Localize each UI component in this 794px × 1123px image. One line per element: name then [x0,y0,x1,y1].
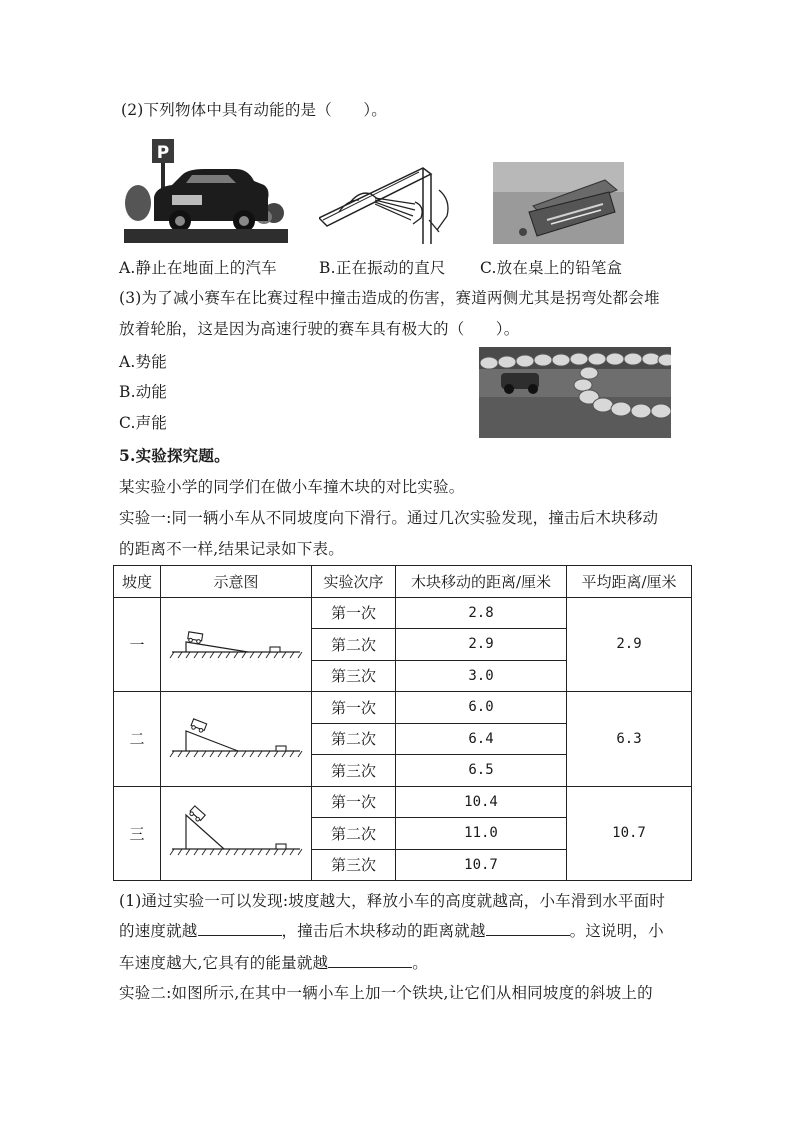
distance-cell: 10.4 [396,786,567,818]
slope-1-diagram [161,597,312,692]
pencil-box-image [493,162,624,244]
experiment-1-line-2: 的距离不一样,结果记录如下表。 [119,540,344,558]
q5-part1-text-c: 。这说明，小 [569,922,664,940]
q5-part1-text-b: ，撞击后木块移动的距离就越 [281,922,486,940]
distance-cell: 10.7 [396,849,567,881]
order-cell: 第二次 [312,818,396,850]
q3-option-c: C.声能 [119,414,168,432]
header-order: 实验次序 [312,566,396,598]
experiment-results-table [113,565,692,881]
header-distance: 木块移动的距离/厘米 [396,566,567,598]
distance-cell: 2.8 [396,597,567,629]
section-5-intro: 某实验小学的同学们在做小车撞木块的对比实验。 [119,478,465,496]
q5-part1-text-d: 车速度越大,它具有的能量就越 [119,954,329,972]
distance-cell: 6.0 [396,692,567,724]
average-cell: 2.9 [567,597,692,692]
answer-blank-energy[interactable] [328,953,412,968]
distance-cell: 3.0 [396,660,567,692]
q3-option-b: B.动能 [119,383,168,401]
slope-cell: 二 [114,692,161,787]
slope-2-diagram [161,692,312,787]
parking-sign-label: P [156,143,170,163]
order-cell: 第一次 [312,692,396,724]
order-cell: 第一次 [312,786,396,818]
order-cell: 第二次 [312,723,396,755]
experiment-2-line-1: 实验二:如图所示,在其中一辆小车上加一个铁块,让它们从相同坡度的斜坡上的 [119,984,653,1002]
q5-part1-line-1: (1)通过实验一可以发现:坡度越大，释放小车的高度就越高，小车滑到水平面时 [119,892,666,910]
order-cell: 第三次 [312,660,396,692]
question-2-title: (2)下列物体中具有动能的是（ ）。 [121,101,388,119]
distance-cell: 6.5 [396,755,567,787]
q5-part1-line-2 [119,921,664,941]
table-row [114,597,692,629]
q2-option-b: B.正在振动的直尺 [319,259,446,277]
header-diagram: 示意图 [161,566,312,598]
question-3-line-2: 放着轮胎，这是因为高速行驶的赛车具有极大的（ ）。 [119,320,520,338]
order-cell: 第三次 [312,755,396,787]
distance-cell: 2.9 [396,629,567,661]
vibrating-ruler-image [319,160,461,244]
order-cell: 第二次 [312,629,396,661]
answer-blank-distance[interactable] [486,921,570,936]
experiment-1-line-1: 实验一:同一辆小车从不同坡度向下滑行。通过几次实验发现，撞击后木块移动 [119,509,659,527]
header-average: 平均距离/厘米 [567,566,692,598]
parked-car-image [124,137,288,243]
slope-cell: 三 [114,786,161,881]
average-cell: 10.7 [567,786,692,881]
q2-option-c: C.放在桌上的铅笔盒 [480,259,623,277]
q5-part1-text-a: 的速度就越 [119,922,198,940]
average-cell: 6.3 [567,692,692,787]
q5-part1-text-e: 。 [412,954,428,972]
race-track-tires-image [479,347,671,438]
table-header-row [114,566,692,598]
distance-cell: 11.0 [396,818,567,850]
q5-part1-line-3 [119,953,428,973]
order-cell: 第一次 [312,597,396,629]
order-cell: 第三次 [312,849,396,881]
slope-3-diagram [161,786,312,881]
answer-blank-speed[interactable] [198,921,282,936]
slope-cell: 一 [114,597,161,692]
distance-cell: 6.4 [396,723,567,755]
header-slope: 坡度 [114,566,161,598]
table-row [114,692,692,724]
section-5-heading: 5.实验探究题。 [119,446,230,465]
question-3-line-1: (3)为了减小赛车在比赛过程中撞击造成的伤害，赛道两侧尤其是拐弯处都会堆 [119,289,660,307]
table-row [114,786,692,818]
q2-option-a: A.静止在地面上的汽车 [119,259,277,277]
q3-option-a: A.势能 [119,353,167,371]
